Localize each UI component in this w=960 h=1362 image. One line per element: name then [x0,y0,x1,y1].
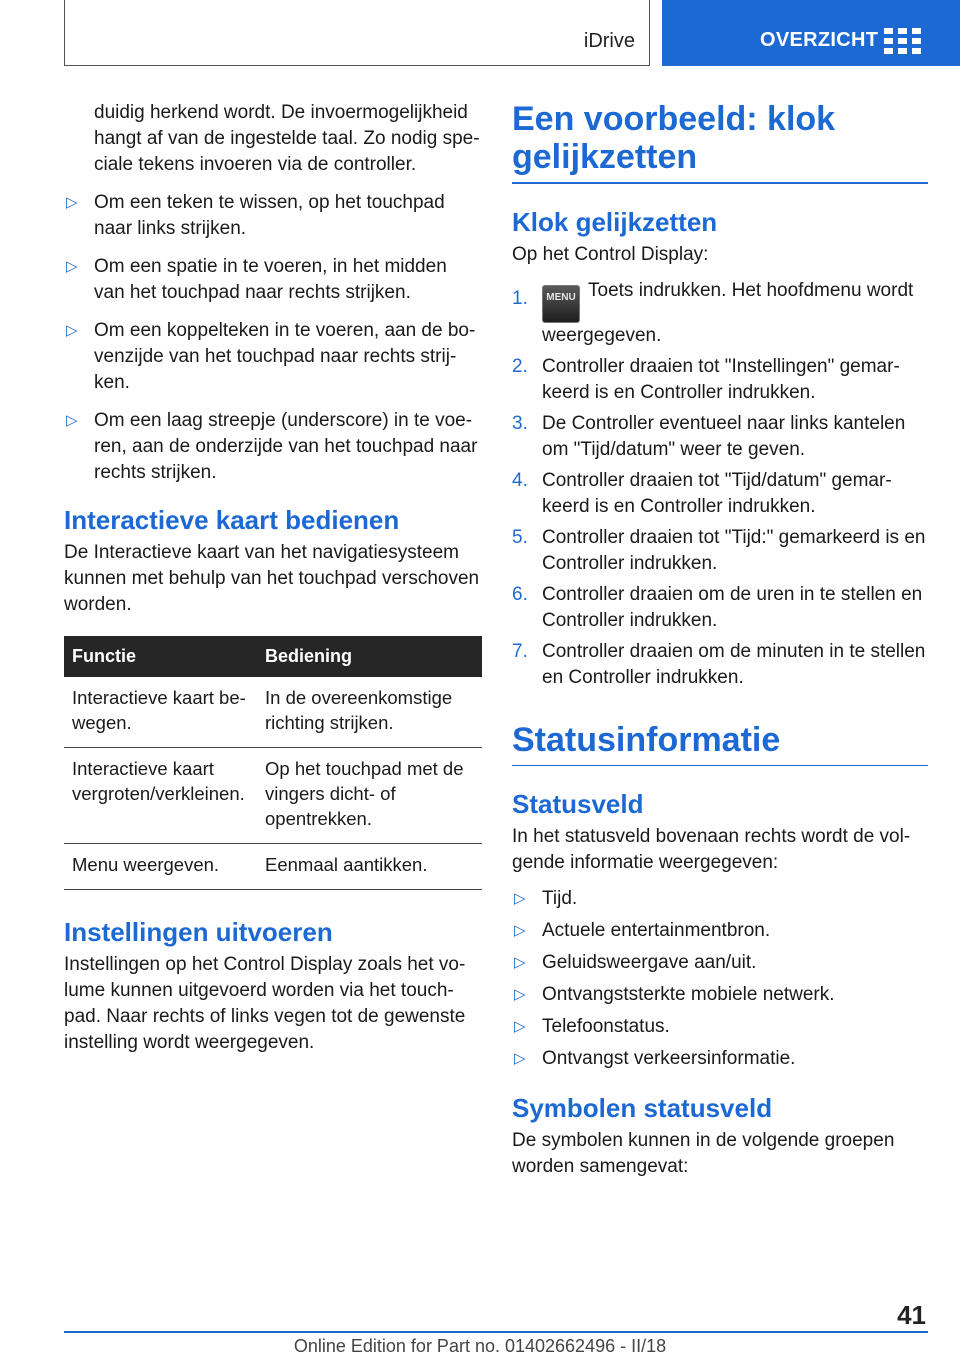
table-row [64,748,482,844]
menu-button-icon: MENU [542,285,580,323]
clock-heading: Klok gelijkzetten [512,206,718,237]
intro-paragraph: duidig herkend wordt. De invoermogelijkheid hangt af van de ingestelde taal. Zo nodig speciale tekens invoeren via de controller. [94,102,480,175]
list-item: ▷ Telefoonstatus. [512,1014,928,1040]
symbols-heading: Symbolen statusveld [512,1093,773,1123]
table-cell: Interactieve kaart vergroten/verkleinen. [64,748,257,844]
map-paragraph: De Interactieve kaart van het navigatiesysteem kunnen met behulp van het touchpad verschoven worden. [64,542,480,615]
symbols-paragraph: De symbolen kunnen in de volgende groepen worden samengevat: [512,1130,895,1177]
chapter-tab[interactable] [662,0,960,66]
footer-rule [64,1331,928,1333]
triangle-bullet-icon: ▷ [66,194,78,211]
list-item: ▷ Geluidsweergave aan/uit. [512,950,928,976]
triangle-bullet-icon: ▷ [66,258,78,275]
list-item: 1. MENU Toets indrukken. Het hoofdmenu wordt weergegeven. [512,279,914,346]
edition-footer: Online Edition for Part no. 01402662496 - II/18 [293,1336,667,1356]
statusfield-paragraph: In het statusveld bovenaan rechts wordt de volgende informatie weergegeven: [512,826,911,873]
list-item: 7. Controller draaien om de minuten in te stellen en Controller indrukken. [512,640,926,688]
table-row [64,677,482,748]
heading-rule [512,182,928,184]
list-item: ▷ Om een teken te wissen, op het touchpad naar links strijken. [66,192,445,239]
status-heading: Statusinformatie [512,720,781,759]
list-item: ▷ Om een laag streepje (underscore) in te voeren, aan de onderzijde van het touchpad naar rechts strijken. [66,410,478,483]
table-cell: Eenmaal aantikken. [257,844,482,890]
list-item: ▷ Ontvangststerkte mobiele netwerk. [512,982,928,1008]
list-item: 3. De Controller eventueel naar links kantelen om "Tijd/datum" weer te geven. [512,412,906,460]
table-cell: Interactieve kaart bewegen. [64,677,257,748]
status-list [512,886,928,1072]
list-item: ▷ Tijd. [512,886,928,912]
grid-icon[interactable] [884,28,922,54]
operation-table [64,636,482,890]
section-title: iDrive [583,30,635,52]
table-cell: Menu weergeven. [64,844,257,890]
triangle-bullet-icon: ▷ [514,922,526,939]
chapter-title: OVERZICHT [760,29,879,51]
triangle-bullet-icon: ▷ [514,1050,526,1067]
triangle-bullet-icon: ▷ [66,322,78,339]
list-item: 2. Controller draaien tot "Instellingen" gemarkeerd is en Controller indrukken. [512,355,900,403]
triangle-bullet-icon: ▷ [514,986,526,1003]
column-header: Functie [64,636,257,677]
table-cell: Op het touchpad met de vingers dicht- of opentrekken. [257,748,482,844]
list-item: ▷ Ontvangst verkeersinformatie. [512,1046,928,1072]
list-item: ▷ Om een spatie in te voeren, in het midden van het touchpad naar rechts strijken. [66,256,447,303]
map-heading: Interactieve kaart bedienen [64,505,400,535]
header-section-box [64,0,650,66]
table-header-row [64,636,482,677]
settings-paragraph: Instellingen op het Control Display zoals het volume kunnen uitgevoerd worden via het touchpad. Naar rechts of links vegen tot de gewenste instelling wordt weergegeven. [64,954,466,1053]
column-header: Bediening [257,636,482,677]
left-column [64,100,482,1056]
right-column [512,100,928,1180]
page-number: 41 [897,1300,926,1330]
triangle-bullet-icon: ▷ [514,954,526,971]
table-cell: In de overeenkomstige richting strijken. [257,677,482,748]
triangle-bullet-icon: ▷ [514,1018,526,1035]
settings-heading: Instellingen uitvoeren [64,917,333,947]
table-row [64,844,482,890]
statusfield-heading: Statusveld [512,789,644,819]
triangle-bullet-icon: ▷ [514,890,526,907]
heading-rule [512,765,928,767]
steps-list [512,278,928,691]
triangle-bullet-icon: ▷ [66,412,78,429]
list-item: ▷ Om een koppelteken in te voeren, aan de bovenzijde van het touchpad naar rechts strijken. [66,320,476,393]
example-heading: Een voorbeeld: klok gelijkzetten [512,100,836,176]
list-item: 6. Controller draaien om de uren in te stellen en Controller indrukken. [512,583,923,631]
list-item: 5. Controller draaien tot "Tijd:" gemarkeerd is en Controller indrukken. [512,526,926,574]
list-item: ▷ Actuele entertainmentbron. [512,918,928,944]
list-item: 4. Controller draaien tot "Tijd/datum" gemarkeerd is en Controller indrukken. [512,469,892,517]
clock-intro: Op het Control Display: [512,243,709,265]
